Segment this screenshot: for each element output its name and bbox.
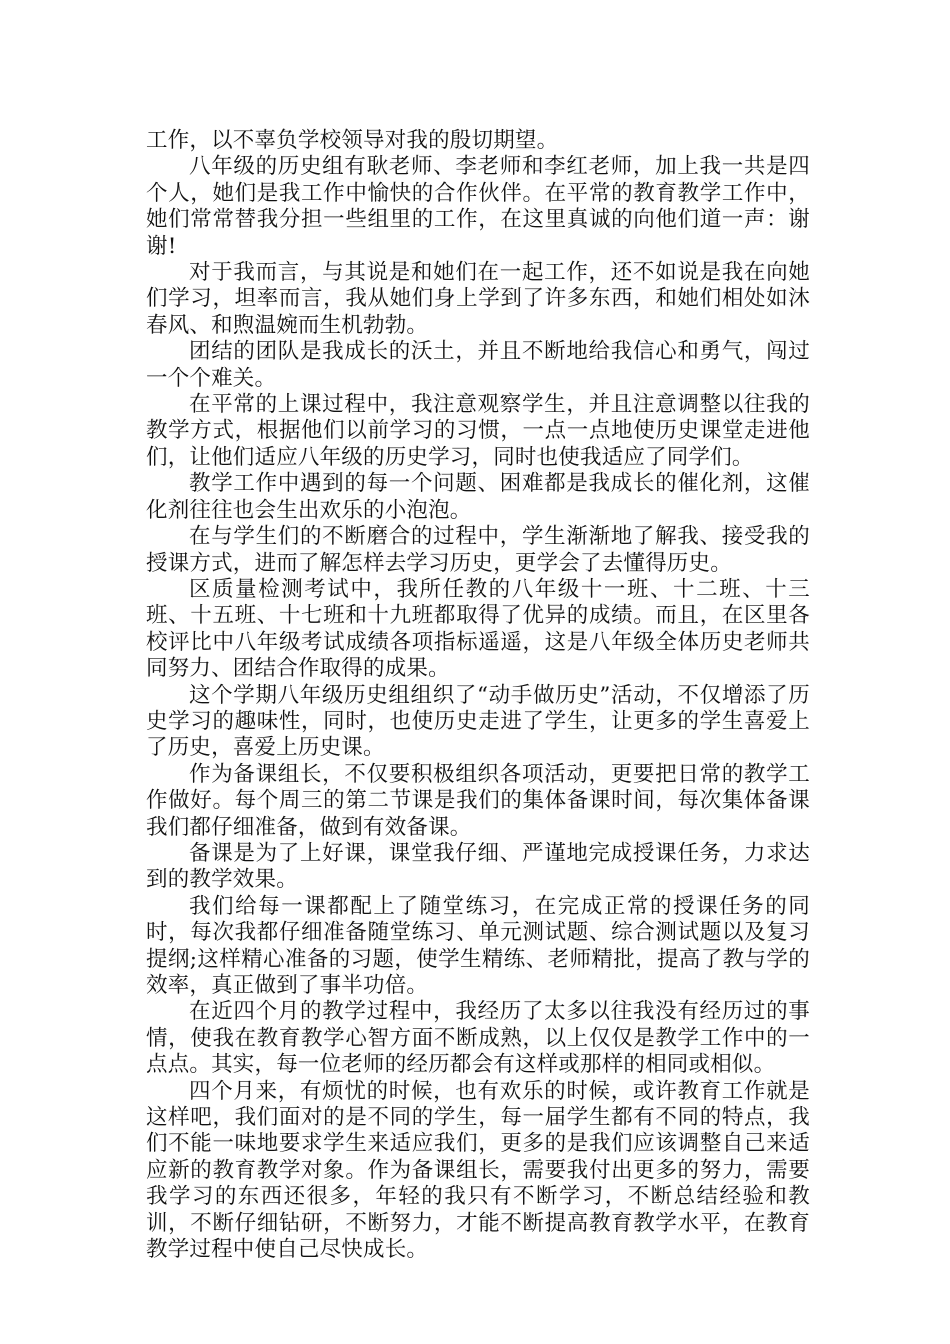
paragraph: 在与学生们的不断磨合的过程中，学生渐渐地了解我、接受我的授课方式，进而了解怎样去学习历史，更学会了去懂得历史。 <box>146 524 810 576</box>
paragraph: 这个学期八年级历史组组织了“动手做历史”活动，不仅增添了历史学习的趣味性，同时，也使历史走进了学生，让更多的学生喜爱上了历史，喜爱上历史课。 <box>146 682 810 761</box>
paragraph: 备课是为了上好课，课堂我仔细、严谨地完成授课任务，力求达到的教学效果。 <box>146 840 810 893</box>
paragraph: 教学工作中遇到的每一个问题、困难都是我成长的催化剂，这催化剂往往也会生出欢乐的小泡泡。 <box>146 471 810 523</box>
paragraph: 在平常的上课过程中，我注意观察学生，并且注意调整以往我的教学方式，根据他们以前学习的习惯，一点一点地使历史课堂走进他们，让他们适应八年级的历史学习，同时也使我适应了同学们。 <box>146 392 810 470</box>
paragraph: 工作，以不辜负学校领导对我的殷切期望。 <box>146 128 559 153</box>
paragraph: 对于我而言，与其说是和她们在一起工作，还不如说是我在向她们学习，坦率而言，我从她们身上学到了许多东西，和她们相处如沐春风、和煦温婉而生机勃勃。 <box>146 260 810 338</box>
paragraph: 四个月来，有烦忧的时候，也有欢乐的时候，或许教育工作就是这样吧，我们面对的是不同的学生，每一届学生都有不同的特点，我们不能一味地要求学生来适应我们，更多的是我们应该调整自己来适应新的教育教学对象。作为备课组长，需要我付出更多的努力，需要我学习的东西还很多，年轻的我只有不断学习，不断总结经验和教训，不断仔细钻研，不断努力，才能不断提高教育教学水平，在教育教学过程中使自己尽快成长。 <box>146 1078 810 1263</box>
paragraph: 八年级的历史组有耿老师、李老师和李红老师，加上我一共是四个人，她们是我工作中愉快的合作伙伴。在平常的教育教学工作中，她们常常替我分担一些组里的工作，在这里真诚的向他们道一声：谢谢! <box>146 154 810 259</box>
document-body <box>146 128 810 1263</box>
paragraph: 我们给每一课都配上了随堂练习，在完成正常的授课任务的同时，每次我都仔细准备随堂练习、单元测试题、综合测试题以及复习提纲;这样精心准备的习题，使学生精练、老师精批，提高了教与学的效率，真正做到了事半功倍。 <box>146 893 810 998</box>
paragraph: 区质量检测考试中，我所任教的八年级十一班、十二班、十三班、十五班、十七班和十九班都取得了优异的成绩。而且，在区里各校评比中八年级考试成绩各项指标遥遥，这是八年级全体历史老师共同努力、团结合作取得的成果。 <box>146 576 810 682</box>
paragraph: 在近四个月的教学过程中，我经历了太多以往我没有经历过的事情，使我在教育教学心智方面不断成熟，以上仅仅是教学工作中的一点点。其实，每一位老师的经历都会有这样或那样的相同或相似。 <box>146 999 810 1078</box>
paragraph: 作为备课组长，不仅要积极组织各项活动，更要把日常的教学工作做好。每个周三的第二节课是我们的集体备课时间，每次集体备课我们都仔细准备，做到有效备课。 <box>146 761 810 840</box>
paragraph: 团结的团队是我成长的沃土，并且不断地给我信心和勇气，闯过一个个难关。 <box>146 339 810 391</box>
